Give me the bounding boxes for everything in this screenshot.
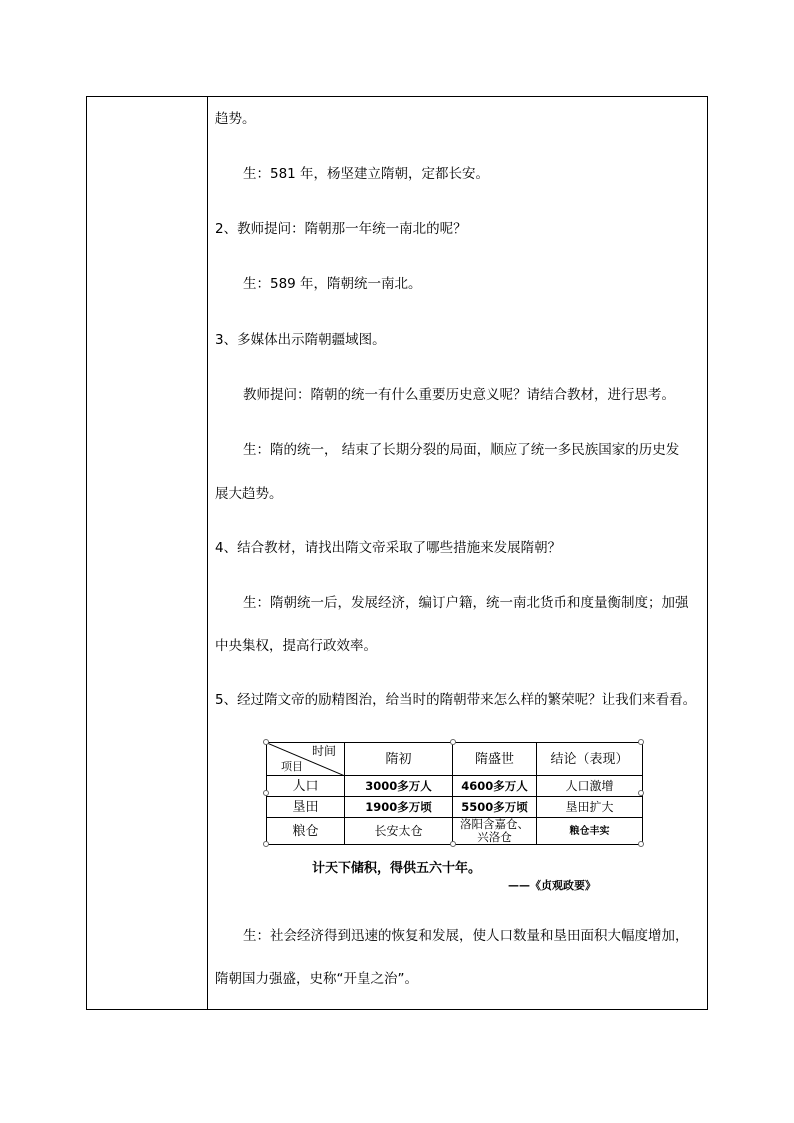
row-peak: 洛阳含嘉仓、 兴洛仓 <box>453 818 537 845</box>
column-divider <box>207 96 208 1010</box>
resize-handle <box>638 841 644 847</box>
row-conclusion: 粮仓丰实 <box>537 818 643 845</box>
header-peak: 隋盛世 <box>453 743 537 776</box>
resize-handle <box>450 841 456 847</box>
row-early: 1900多万顷 <box>345 797 453 818</box>
row-conclusion: 垦田扩大 <box>537 797 643 818</box>
row-early: 3000多万人 <box>345 776 453 797</box>
row-item: 粮仓 <box>267 818 345 845</box>
text-line: 生：589 年，隋朝统一南北。 <box>243 276 422 292</box>
table-row <box>267 797 643 818</box>
resize-handle <box>263 790 269 796</box>
row-peak: 5500多万顷 <box>453 797 537 818</box>
row-conclusion: 人口激增 <box>537 776 643 797</box>
text-line: 展大趋势。 <box>215 486 283 502</box>
text-line: 中央集权，提高行政效率。 <box>215 638 377 654</box>
resize-handle <box>263 739 269 745</box>
header-conclusion: 结论（表现） <box>537 743 643 776</box>
resize-handle <box>450 739 456 745</box>
text-line: 生：581 年，杨坚建立隋朝，定都长安。 <box>243 166 490 182</box>
header-early: 隋初 <box>345 743 453 776</box>
text-line: 4、结合教材，请找出隋文帝采取了哪些措施来发展隋朝？ <box>215 540 562 556</box>
text-line: 趋势。 <box>215 111 256 127</box>
text-line: 3、多媒体出示隋朝疆域图。 <box>215 332 386 348</box>
corner-time-label: 时间 <box>311 744 336 758</box>
row-item: 垦田 <box>267 797 345 818</box>
text-line: 2、教师提问：隋朝那一年统一南北的呢？ <box>215 221 467 237</box>
text-line: 生：社会经济得到迅速的恢复和发展，使人口数量和垦田面积大幅度增加， <box>243 928 689 944</box>
text-line: 隋朝国力强盛，史称“开皇之治”。 <box>215 971 418 987</box>
row-peak: 4600多万人 <box>453 776 537 797</box>
figure-source: ——《贞观政要》 <box>508 879 596 892</box>
comparison-figure <box>266 742 644 846</box>
figure-quote: 计天下储积，得供五六十年。 <box>312 861 482 876</box>
text-line: 5、经过隋文帝的励精图治，给当时的隋朝带来怎么样的繁荣呢？让我们来看看。 <box>215 692 697 708</box>
resize-handle <box>263 841 269 847</box>
row-early: 长安太仓 <box>345 818 453 845</box>
resize-handle <box>638 739 644 745</box>
text-line: 生：隋朝统一后，发展经济，编订户籍，统一南北货币和度量衡制度；加强 <box>243 595 689 611</box>
text-line: 生：隋的统一， 结束了长期分裂的局面，顺应了统一多民族国家的历史发 <box>243 442 680 458</box>
row-item: 人口 <box>267 776 345 797</box>
corner-cell <box>267 743 345 776</box>
resize-handle <box>638 790 644 796</box>
text-line: 教师提问：隋朝的统一有什么重要历史意义呢？请结合教材，进行思考。 <box>243 387 675 403</box>
sui-comparison-table <box>266 742 643 845</box>
table-row <box>267 776 643 797</box>
corner-item-label: 项目 <box>281 760 303 773</box>
